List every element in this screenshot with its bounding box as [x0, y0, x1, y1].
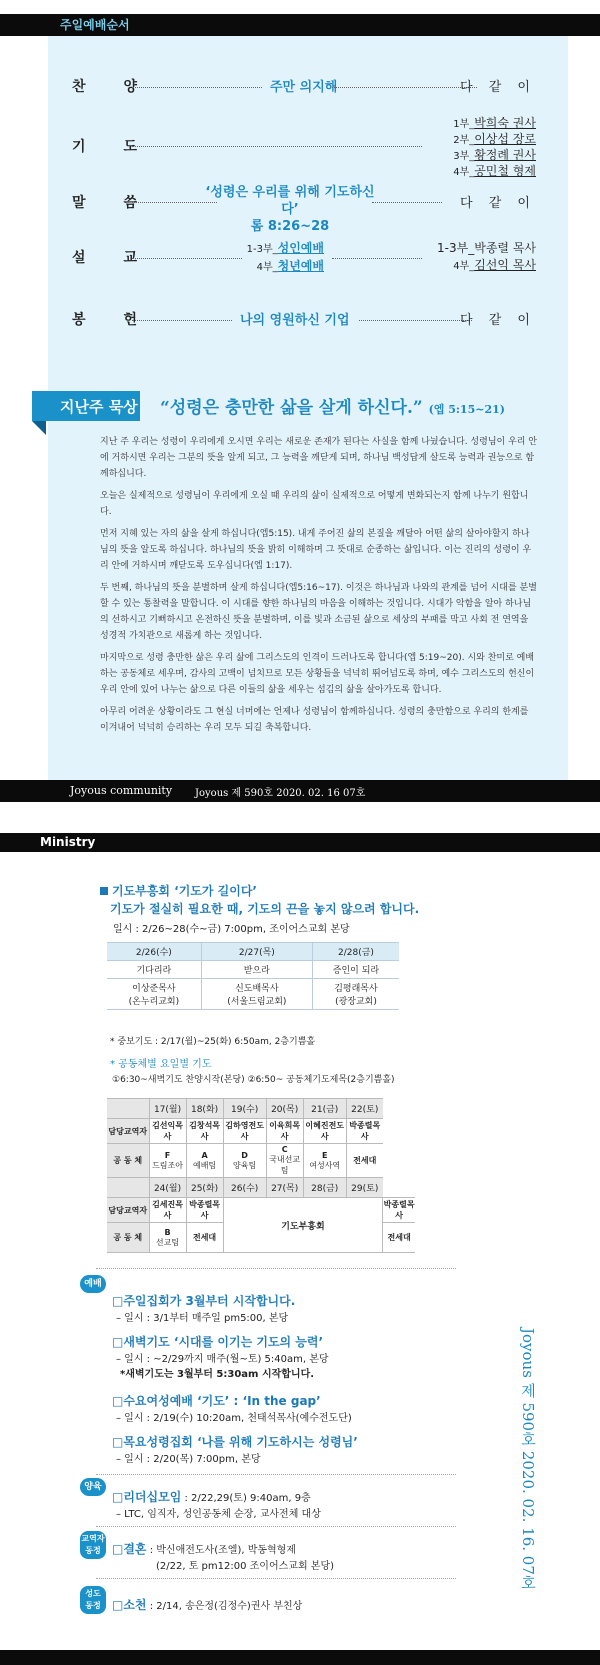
order-name: 말씀 [72, 195, 176, 211]
footer-brand: Joyous community [70, 784, 173, 797]
table-row: 2/26(수) 2/27(목) 2/28(금) [107, 943, 399, 961]
news-item: □목요성령집회 ‘나를 위해 기도하시는 성령님’ – 일시 : 2/20(목) 7:00pm, 본당 [112, 1435, 358, 1465]
order-row-offering [72, 309, 542, 333]
revival-cell: 기도부흥회 [223, 1198, 383, 1253]
order-row-sermon [72, 240, 542, 276]
hymn-title: 주만 의지해 [262, 76, 345, 95]
sermon-services: 1-3부_성인예배 4부_청년예배 [246, 241, 324, 273]
order-name: 기도 [72, 139, 176, 155]
table-row: 17(월) 18(화) 19(수) 20(목) 21(금) 22(토) [107, 1099, 415, 1119]
issue-footer [0, 780, 600, 802]
dotted-leader [332, 87, 477, 88]
order-row-hymn [72, 76, 542, 100]
prayer-times-note: ①6:30~새벽기도 찬양시작(본당) ②6:50~ 공동체기도제목(2층기쁨홀) [112, 1075, 395, 1085]
prayer-item: 2부_이상섭 장로 [453, 132, 536, 146]
prayer-list [453, 116, 536, 180]
dotted-leader [372, 202, 442, 203]
prayer-schedule-table [107, 1098, 415, 1253]
meditation-paragraph: 아무리 어려운 상황이라도 그 현실 너머에는 언제나 성령님이 함께하십니다. 성령의 충만함으로 우리의 한계를 이겨내어 넉넉히 승리하는 우리 모두 되길 축복합니다. [100, 707, 529, 733]
tab-fold [32, 421, 46, 435]
prayer-item: 3부_황정례 권사 [453, 148, 536, 162]
table-row: 24(월) 25(화) 26(수) 27(목) 28(금) 29(토) [107, 1178, 415, 1198]
table-row: 담당교역자 김선익목사 김창석목사 김하영전도사 이육희목사 이혜진전도사 박종렬목사 [107, 1119, 415, 1144]
badge-staff: 교역자 동정 [80, 1531, 106, 1559]
intercession-note: * 중보기도 : 2/17(월)~25(화) 6:50am, 2층기쁨홀 [110, 1037, 316, 1047]
news-item: □주일집회가 3월부터 시작합니다. – 일시 : 3/1부터 매주일 pm5:00, 본당 [112, 1294, 296, 1324]
revival-table [107, 942, 399, 1010]
ministry-header-title: Ministry [40, 835, 96, 849]
sermon-title: ‘성령은 우리를 위해 기도하신다’ 롬 8:26~28 [205, 185, 375, 234]
meditation-paragraph: 먼저 지혜 있는 자의 삶을 살게 하십니다(엡5:15). 내게 주어진 삶의 본질을 깨달아 어떤 삶의 살아야할지 하나님의 뜻을 알도록 하십니다. 하나님의 뜻을 밝히 이해하며 그 뜻대로 순종하는 삶입니다. 이는 진리의 성령이 우리 안에 거하시며 깨닫도록 도우십니다(엡 1:17). [100, 529, 532, 571]
meditation-body [100, 434, 538, 742]
death-item: □소천 : 2/14, 송은정(김정수)권사 부친상 [112, 1598, 303, 1612]
meditation-paragraph: 두 번째, 하나님의 뜻을 분별하며 살게 하십니다(엡5:16~17). 이것은 하나님과 나와의 관계를 넘어 시대를 분별할 수 있는 통찰력을 말합니다. 이 시대를 향한 하나님의 마음을 이해하는 것입니다. 시대가 악함을 알아 하나님의 선하시고 기뻐하시고 온전하신 뜻을 분별하며, 이를 빛과 소금된 삶으로 세상의 부패를 막고 사회 전 연역을 성경적 가치관으로 새롭게 하는 것입니다. [100, 583, 537, 641]
table-row: 공 동 체 F 드림조아 A 예배팀 D 양육팀 C 국내선교팀 E 여성사역 전세대 [107, 1144, 415, 1178]
leadership-item: □리더십모임 : 2/22,29(토) 9:40am, 9층 – LTC, 임직자, 성인공동체 순장, 교사전체 대상 [112, 1490, 321, 1520]
table-row: 이상준목사 (온누리교회) 신도배목사 (서울드림교회) 김평래목사 (광장교회) [107, 979, 399, 1010]
divider [96, 1268, 456, 1269]
divider [96, 1578, 456, 1579]
revival-date: 일시 : 2/26~28(수~금) 7:00pm, 조이어스교회 본당 [113, 924, 350, 935]
dotted-leader [132, 258, 242, 259]
order-name: 설교 [72, 250, 176, 266]
dotted-leader [132, 146, 422, 147]
revival-subtitle: 기도가 절실히 필요한 때, 기도의 끈을 놓지 않으려 합니다. [110, 902, 420, 916]
revival-title: 기도부흥회 ‘기도가 길이다’ [100, 882, 257, 900]
prayer-item: 1부_박희숙 권사 [453, 116, 536, 130]
footer-issue: Joyous 제 590호 2020. 02. 16 07호 [195, 788, 366, 799]
meditation-paragraph: 마지막으로 성령 충만한 삶은 우리 삶에 그리스도의 인격이 드러나도록 합니다(엡 5:19~20). 시와 찬미로 예배하는 공동체로 세우며, 감사의 고백이 넘치므로 모든 상황들을 넉넉히 뛰어넘도록 하며, 예수 그리스도의 헌신이 우리 안에 있어 나누는 삶으로 다른 이들의 삶을 세우는 섬김의 삶을 살아가도록 합니다. [100, 653, 535, 695]
offering-hymn: 나의 영원하신 기업 [232, 309, 358, 328]
table-row: 담당교역자 김세진목사 박종렬목사 기도부흥회 박종렬목사 [107, 1198, 415, 1223]
prayer-item: 4부_공민철 형제 [453, 164, 536, 178]
wedding-item: □결혼 : 박신애전도사(조엘), 박동혁형제 (2/22, 토 pm12:00 조이어스교회 본당) [112, 1542, 334, 1572]
order-performer: 다 같 이 [460, 80, 536, 95]
dotted-leader [332, 258, 422, 259]
vertical-issue-label: Joyous 제 590호 2020. 02. 16. 07호 [519, 1328, 537, 1590]
meditation-paragraph: 오늘은 실제적으로 성령님이 우리에게 오실 때 우리의 삶이 실제적으로 어떻게 변화되는지 함께 나누기 원합니다. [100, 491, 529, 517]
news-item: □새벽기도 ‘시대를 이기는 기도의 능력’ – 일시 : ~2/29까지 매주(월~토) 5:40am, 본당 *새벽기도는 3월부터 5:30am 시작합니다. [112, 1335, 329, 1380]
order-performer: 다 같 이 [460, 313, 536, 328]
news-item: □수요여성예배 ‘기도’ : ‘In the gap’ – 일시 : 2/19(수) 10:20am, 천태석목사(예수전도단) [112, 1394, 352, 1424]
badge-saints: 성도 동정 [80, 1586, 106, 1614]
meditation-quote: “성령은 충만한 삶을 살게 하신다.” (엡 5:15~21) [160, 398, 505, 418]
community-prayer-note: * 공동체별 요일별 기도 [110, 1059, 212, 1070]
badge-worship: 예배 [80, 1275, 106, 1293]
meditation-paragraph: 지난 주 우리는 성령이 우리에게 오시면 우리는 새로운 존재가 된다는 사실을 함께 나눴습니다. 성령님이 우리 안에 거하시면 우리는 그분의 뜻을 알게 되고, 그 능력을 깨닫게 되며, 하나님 백성답게 살도록 능력과 권능으로 함께하십니다. [100, 437, 538, 479]
worship-header-bar [0, 14, 600, 36]
bottom-bar [0, 1650, 600, 1665]
order-name: 봉헌 [72, 312, 176, 328]
table-row: 공 동 체 B 선교팀 전세대 전세대 [107, 1223, 415, 1253]
badge-nurture: 양육 [80, 1478, 106, 1496]
ministry-header-bar [0, 833, 600, 852]
divider [96, 1526, 456, 1527]
order-performer: 다 같 이 [460, 196, 536, 211]
meditation-tab: 지난주 묵상 [32, 391, 140, 421]
order-row-word [72, 184, 542, 234]
sermon-preachers: 1-3부_박종렬 목사 4부_김선익 목사 [437, 241, 536, 272]
order-row-prayer [72, 116, 542, 178]
divider [96, 1474, 456, 1475]
table-row: 기다리라 받으라 증인이 되라 [107, 961, 399, 979]
worship-header-title: 주일예배순서 [60, 14, 140, 36]
order-name: 찬양 [72, 79, 176, 95]
square-bullet-icon [100, 887, 108, 895]
